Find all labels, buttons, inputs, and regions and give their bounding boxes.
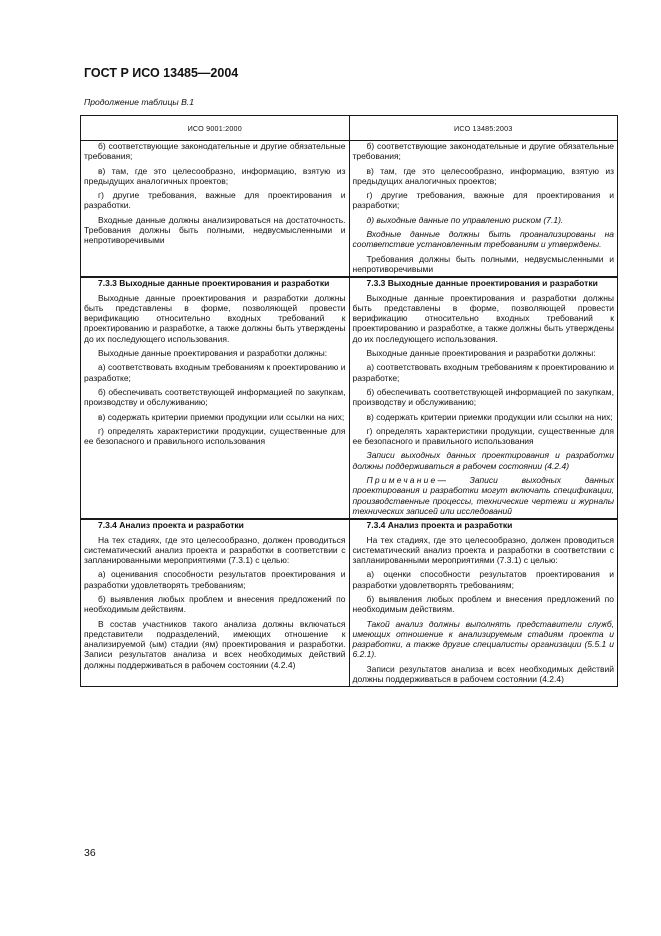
section-heading: 7.3.4 Анализ проекта и разработки [366,520,513,531]
list-item: г) другие требования, важные для проектирования и разработки. [84,190,346,211]
page-number: 36 [84,847,96,859]
table-row-design-inputs [81,141,618,278]
list-item: а) оценки способности результатов проектирования и разработки удовлетворять требованиям; [352,569,614,590]
list-item: а) соответствовать входным требованиям к проектированию и разработке; [352,362,614,383]
paragraph: Такой анализ должны выполнять представители служб, имеющих отношение к анализируемым стадиям проекта и разработки, а также другие специалисты организации (5.5.1 и 6.2.1). [352,618,614,660]
paragraph: Выходные данные проектирования и разработки должны: [366,348,596,359]
cell-iso-9001-inputs [81,141,350,278]
list-item: б) обеспечивать соответствующей информацией по закупкам, производству и обслуживанию; [84,386,346,408]
list-item: а) оценивания способности результатов проектирования и разработки удовлетворять требованиям; [84,569,346,590]
paragraph: Входные данные должны быть проанализированы на соответствие установленным требованиям и утверждены. [352,229,614,250]
cell-iso-9001-review [81,519,350,687]
paragraph: На тех стадиях, где это целесообразно, должен проводиться систематический анализ проекта и разработки в соответствии с запланированными мероприятиями (7.3.1) с целью: [84,534,346,566]
comparison-table [80,115,618,687]
list-item: б) соответствующие законодательные и другие обязательные требования; [352,141,614,162]
paragraph: Входные данные должны анализироваться на достаточность. Требования должны быть полными, недвусмысленными и непротиворечивыми [84,214,346,246]
paragraph: Записи выходных данных проектирования и разработки должны поддерживаться в рабочем состоянии (4.2.4) [352,450,614,471]
list-item: б) соответствующие законодательные и другие обязательные требования; [84,141,346,162]
table-row-design-outputs [81,277,618,519]
table-caption: Продолжение таблицы В.1 [84,97,194,107]
list-item: г) определять характеристики продукции, существенные для ее безопасного и правильного использования [84,425,346,447]
section-heading: 7.3.3 Выходные данные проектирования и разработки [98,278,330,289]
list-item: в) там, где это целесообразно, информацию, взятую из предыдущих аналогичных проектов; [84,165,346,186]
list-item: в) содержать критерии приемки продукции или ссылки на них; [98,411,345,422]
paragraph: Выходные данные проектирования и разработки должны быть представлены в форме, позволяющей провести верификацию относительно входных требований к проектированию и разработке, а также должны быть утверждены до их последующего использования. [352,292,614,344]
section-heading: 7.3.3 Выходные данные проектирования и разработки [366,278,598,289]
list-item: в) там, где это целесообразно, информацию, взятую из предыдущих аналогичных проектов; [352,165,614,186]
cell-iso-13485-review [349,519,618,687]
column-header-iso-13485: ИСО 13485:2003 [349,116,618,141]
document-title: ГОСТ Р ИСО 13485—2004 [84,66,239,80]
section-heading: 7.3.4 Анализ проекта и разработки [98,520,244,531]
cell-iso-13485-outputs [349,277,618,519]
column-header-iso-9001: ИСО 9001:2000 [81,116,350,141]
cell-iso-9001-outputs [81,277,350,519]
paragraph: В состав участников такого анализа должны включаться представители подразделений, имеющих отношение к анализируемой (ым) стадии (ям) проектирования и разработки. Записи результатов анализа и всех необходимых действий должны поддерживаться в рабочем состоянии (4.2.4) [84,618,346,670]
note [353,475,615,516]
list-item: б) обеспечивать соответствующей информацией по закупкам, производству и обслуживанию; [352,386,614,408]
list-item: г) определять характеристики продукции, существенные для ее безопасного и правильного использования [352,425,614,447]
table-row-design-review [81,519,618,687]
cell-iso-13485-inputs [349,141,618,278]
paragraph: Записи результатов анализа и всех необходимых действий должны поддерживаться в рабочем состоянии (4.2.4) [352,663,614,685]
list-item: д) выходные данные по управлению риском (7.1). [366,214,564,225]
paragraph: Требования должны быть полными, недвусмысленными и непротиворечивыми [352,253,614,274]
list-item: б) выявления любых проблем и внесения предложений по необходимым действиям. [84,593,346,615]
list-item: б) выявления любых проблем и внесения предложений по необходимым действиям. [352,593,614,615]
note-label: Примечание [366,475,438,486]
table-header-row [81,116,618,141]
list-item: а) соответствовать входным требованиям к проектированию и разработке; [84,362,346,383]
note-text: — Записи выходных данных проектирования и разработки могут включать спецификации, производственные процессы, технические чертежи и журналы технических записей или исследований [352,475,614,516]
paragraph: Выходные данные проектирования и разработки должны быть представлены в форме, позволяющей провести верификацию относительно входных требований к проектированию и разработке, а также должны быть утверждены до их последующего использования. [84,292,346,344]
paragraph: Выходные данные проектирования и разработки должны: [98,348,328,359]
list-item: в) содержать критерии приемки продукции или ссылки на них; [366,411,613,422]
list-item: г) другие требования, важные для проектирования и разработки; [352,190,614,211]
paragraph: На тех стадиях, где это целесообразно, должен проводиться систематический анализ проекта и разработки в соответствии с запланированными мероприятиями (7.3.1) с целью: [352,534,614,566]
